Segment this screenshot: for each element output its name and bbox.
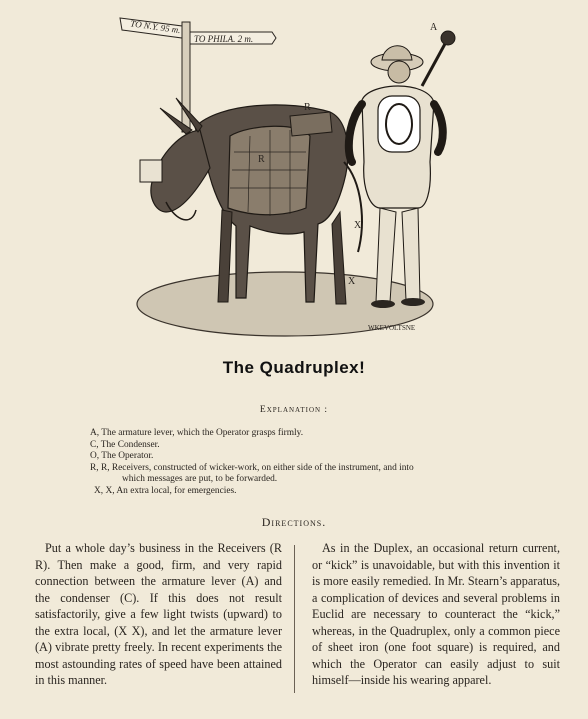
receiver-label: R <box>304 102 311 113</box>
directions-paragraph-left: Put a whole day’s business in the Receivers (R R). Then make a good, firm, and very rapid connection between the armature lever (A) and the condenser (C). If this does not result satisfactorily, give a few light twists (upward) to the extra local, (X X), and let the armature lever (A) vibrate pretty freely. In recent experiments the most astounding rates of speed have been attained in this manner. <box>35 541 282 687</box>
sign-right-text: TO PHILA. 2 m. <box>194 34 254 44</box>
engraver-signature: WKEVOLTSNE <box>368 324 416 332</box>
column-divider <box>294 545 295 693</box>
explanation-legend <box>90 428 510 497</box>
directions-column-left <box>35 540 282 689</box>
donkey-operator-illustration <box>100 12 460 352</box>
legend-item-a: A, The armature lever, which the Operator grasps firmly. <box>90 428 304 438</box>
legend-item-r: R, R, Receivers, constructed of wicker-work, on either side of the instrument, and into <box>90 462 414 473</box>
directions-paragraph-right: As in the Duplex, an occasional return current, or “kick” is unavoidable, but with this invention it is more easily remedied. In Mr. Stearn’s apparatus, a complication of devices and several problems in Euclid are necessary to counteract the “kick,” whereas, in the Quadruplex, only a common piece of sheet iron (one foot square) is required, and which the Operator can easily adjust to suit himself—inside his wearing apparel. <box>312 541 560 687</box>
armature-label: A <box>430 22 438 33</box>
sign-left-text: TO N.Y. 95 m. <box>129 18 182 36</box>
explanation-heading: Explanation : <box>259 405 329 415</box>
directions-column-right <box>312 540 560 689</box>
directions-heading: Directions. <box>261 515 327 529</box>
legend-item-c: C, The Condenser. <box>90 439 160 450</box>
legend-item-r-continued: which messages are put, to be forwarded. <box>122 474 278 484</box>
receiver-small-label: R <box>258 154 265 165</box>
legend-item-x: X, X, An extra local, for emergencies. <box>94 485 237 496</box>
operator-figure <box>349 31 455 308</box>
extra-local-label-2: X <box>348 276 356 287</box>
legend-item-o: O, The Operator. <box>90 451 154 461</box>
page-title: The Quadruplex! <box>222 358 366 377</box>
extra-local-label: X <box>354 220 362 231</box>
